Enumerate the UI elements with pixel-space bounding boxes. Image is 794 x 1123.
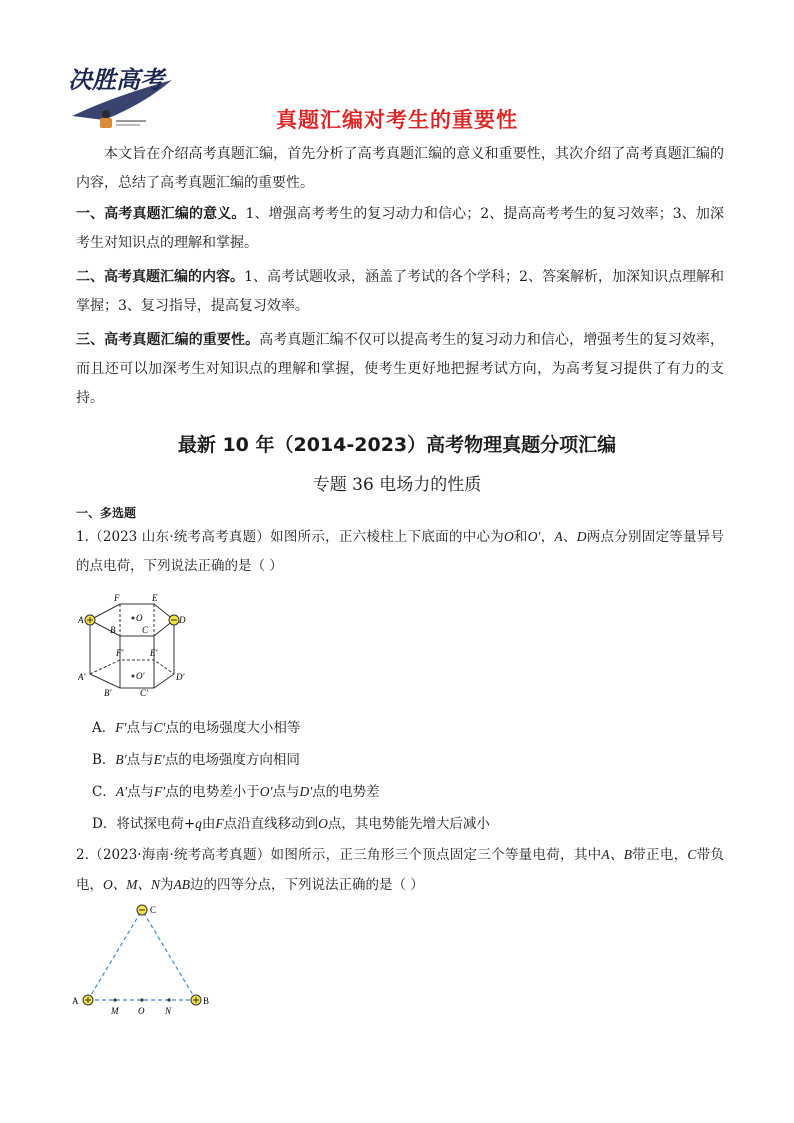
fig2-label-m: M bbox=[111, 1006, 119, 1016]
q1-var-a: A bbox=[554, 529, 563, 544]
point-3 bbox=[76, 326, 724, 413]
intro-paragraph: 本文旨在介绍高考真题汇编，首先分析了高考真题汇编的意义和重要性，其次介绍了高考真题汇编的内容，总结了高考真题汇编的重要性。 bbox=[76, 146, 724, 191]
q1-var-d: D bbox=[576, 529, 587, 544]
option-text: 点的电势差 bbox=[312, 784, 380, 800]
option-text: 点的电势差小于 bbox=[165, 784, 260, 800]
point-2 bbox=[76, 263, 724, 321]
fig2-label-c: C bbox=[150, 905, 157, 915]
option-var: F bbox=[215, 816, 224, 831]
option-var: E′ bbox=[153, 752, 165, 767]
q2-var-omn: O、M、N bbox=[103, 877, 160, 892]
collection-title: 最新 10 年（2014-2023）高考物理真题分项汇编 bbox=[177, 434, 617, 456]
option-var: A′ bbox=[115, 784, 128, 799]
option-text: 点沿直线移动到 bbox=[223, 816, 319, 832]
q2-var-ab: A、B bbox=[601, 847, 632, 862]
option-text: 由 bbox=[201, 816, 216, 832]
fig1-label-b2: B′ bbox=[104, 688, 112, 698]
q1-dot: 、 bbox=[562, 529, 577, 545]
point-2-head: 二、高考真题汇编的内容。 bbox=[76, 269, 245, 285]
option-var: D′ bbox=[299, 784, 313, 799]
logo-text: 决胜高考 bbox=[68, 66, 164, 94]
option-text: 点与 bbox=[126, 720, 154, 736]
fig2-label-o: O bbox=[138, 1006, 145, 1016]
q2-text: 边的四等分点，下列说法正确的是（ ） bbox=[190, 877, 424, 893]
fig1-label-e: E bbox=[152, 593, 158, 603]
fig2-label-a: A bbox=[72, 996, 79, 1006]
fig1-label-b: B bbox=[110, 625, 116, 635]
option-var: O′ bbox=[259, 784, 273, 799]
section-heading: 一、多选题 bbox=[76, 506, 137, 520]
option-letter: C． bbox=[92, 784, 116, 800]
option-var: q bbox=[195, 816, 202, 831]
q1-var-o: O bbox=[503, 529, 514, 544]
point-1 bbox=[76, 200, 724, 258]
option-text: 点的电场强度方向相同 bbox=[164, 752, 300, 768]
q1-var-o2: O′ bbox=[527, 529, 541, 544]
q2-var-ab2: AB bbox=[173, 877, 190, 892]
option-text: 点与 bbox=[272, 784, 300, 800]
page-title: 真题汇编对考生的重要性 bbox=[276, 108, 518, 132]
fig1-label-c2: C′ bbox=[140, 688, 148, 698]
point-1-head: 一、高考真题汇编的意义。 bbox=[76, 206, 246, 222]
question-2-stem bbox=[76, 840, 724, 900]
option-letter: D． bbox=[92, 816, 117, 832]
fig1-label-f: F bbox=[114, 593, 120, 603]
point-3-head: 三、高考真题汇编的重要性。 bbox=[76, 332, 260, 348]
fig2-label-n: N bbox=[165, 1006, 172, 1016]
question-1-stem bbox=[76, 522, 724, 581]
q1-sep: ， bbox=[540, 529, 555, 545]
fig1-label-o2: O′ bbox=[136, 671, 145, 681]
option-text: 点，其电势能先增大后减小 bbox=[327, 816, 490, 832]
q1-option-b[interactable] bbox=[92, 748, 300, 768]
fig1-label-d2: D′ bbox=[176, 672, 185, 682]
option-text: 点与 bbox=[126, 752, 154, 768]
fig1-label-f2: F′ bbox=[116, 648, 124, 658]
option-text: 点与 bbox=[127, 784, 155, 800]
fig1-label-e2: E′ bbox=[150, 648, 158, 658]
q1-option-d[interactable] bbox=[92, 812, 490, 832]
option-var: F′ bbox=[115, 720, 127, 735]
fig1-label-c: C bbox=[142, 625, 149, 635]
option-letter: A． bbox=[92, 720, 116, 736]
fig1-label-d: D bbox=[179, 615, 186, 625]
triangle-figure bbox=[66, 898, 216, 1020]
fig1-label-a2: A′ bbox=[78, 672, 86, 682]
q1-and: 和 bbox=[513, 529, 528, 545]
q1-stem-a: 1.（2023 山东·统考高考真题）如图所示，正六棱柱上下底面的中心为 bbox=[76, 529, 504, 545]
q1-option-c[interactable] bbox=[92, 780, 380, 800]
option-var: C′ bbox=[153, 720, 166, 735]
fig1-label-o: O bbox=[136, 613, 143, 623]
point-1-body: 1、增强高考考生的复习动力和信心；2、提高高考考生的复习效率；3、加深考生对知识点的理解和掌握。 bbox=[76, 206, 724, 251]
option-letter: B． bbox=[92, 752, 116, 768]
hexagonal-prism-figure bbox=[78, 590, 190, 702]
option-text: 将试探电荷+ bbox=[116, 816, 196, 832]
q2-text: 为 bbox=[160, 877, 174, 893]
q2-text: 带负电， bbox=[76, 847, 725, 893]
point-2-body: 1、高考试题收录，涵盖了考试的各个学科；2、答案解析，加深知识点理解和掌握；3、复习指导，提高复习效率。 bbox=[76, 269, 725, 314]
q2-var-c: C bbox=[687, 847, 697, 862]
option-text: 点的电场强度大小相等 bbox=[165, 720, 301, 736]
q1-option-a[interactable] bbox=[92, 716, 300, 736]
option-var: F′ bbox=[154, 784, 166, 799]
option-var: B′ bbox=[115, 752, 127, 767]
q1-stem-b: 两点分别固定等量异号的点电荷，下列说法正确的是（ ） bbox=[76, 529, 725, 574]
point-3-body: 高考真题汇编不仅可以提高考生的复习动力和信心，增强考生的复习效率，而且还可以加深考生对知识点的理解和掌握，使考生更好地把握考试方向，为高考复习提供了有力的支持。 bbox=[76, 332, 724, 406]
option-var: O bbox=[318, 816, 328, 831]
fig2-label-b: B bbox=[203, 996, 210, 1006]
topic-title: 专题 36 电场力的性质 bbox=[312, 475, 482, 495]
fig1-label-a: A bbox=[78, 615, 84, 625]
q2-stem-a: 2.（2023·海南·统考高考真题）如图所示，正三角形三个顶点固定三个等量电荷，其中 bbox=[76, 847, 602, 863]
q2-text: 带正电， bbox=[631, 847, 688, 863]
